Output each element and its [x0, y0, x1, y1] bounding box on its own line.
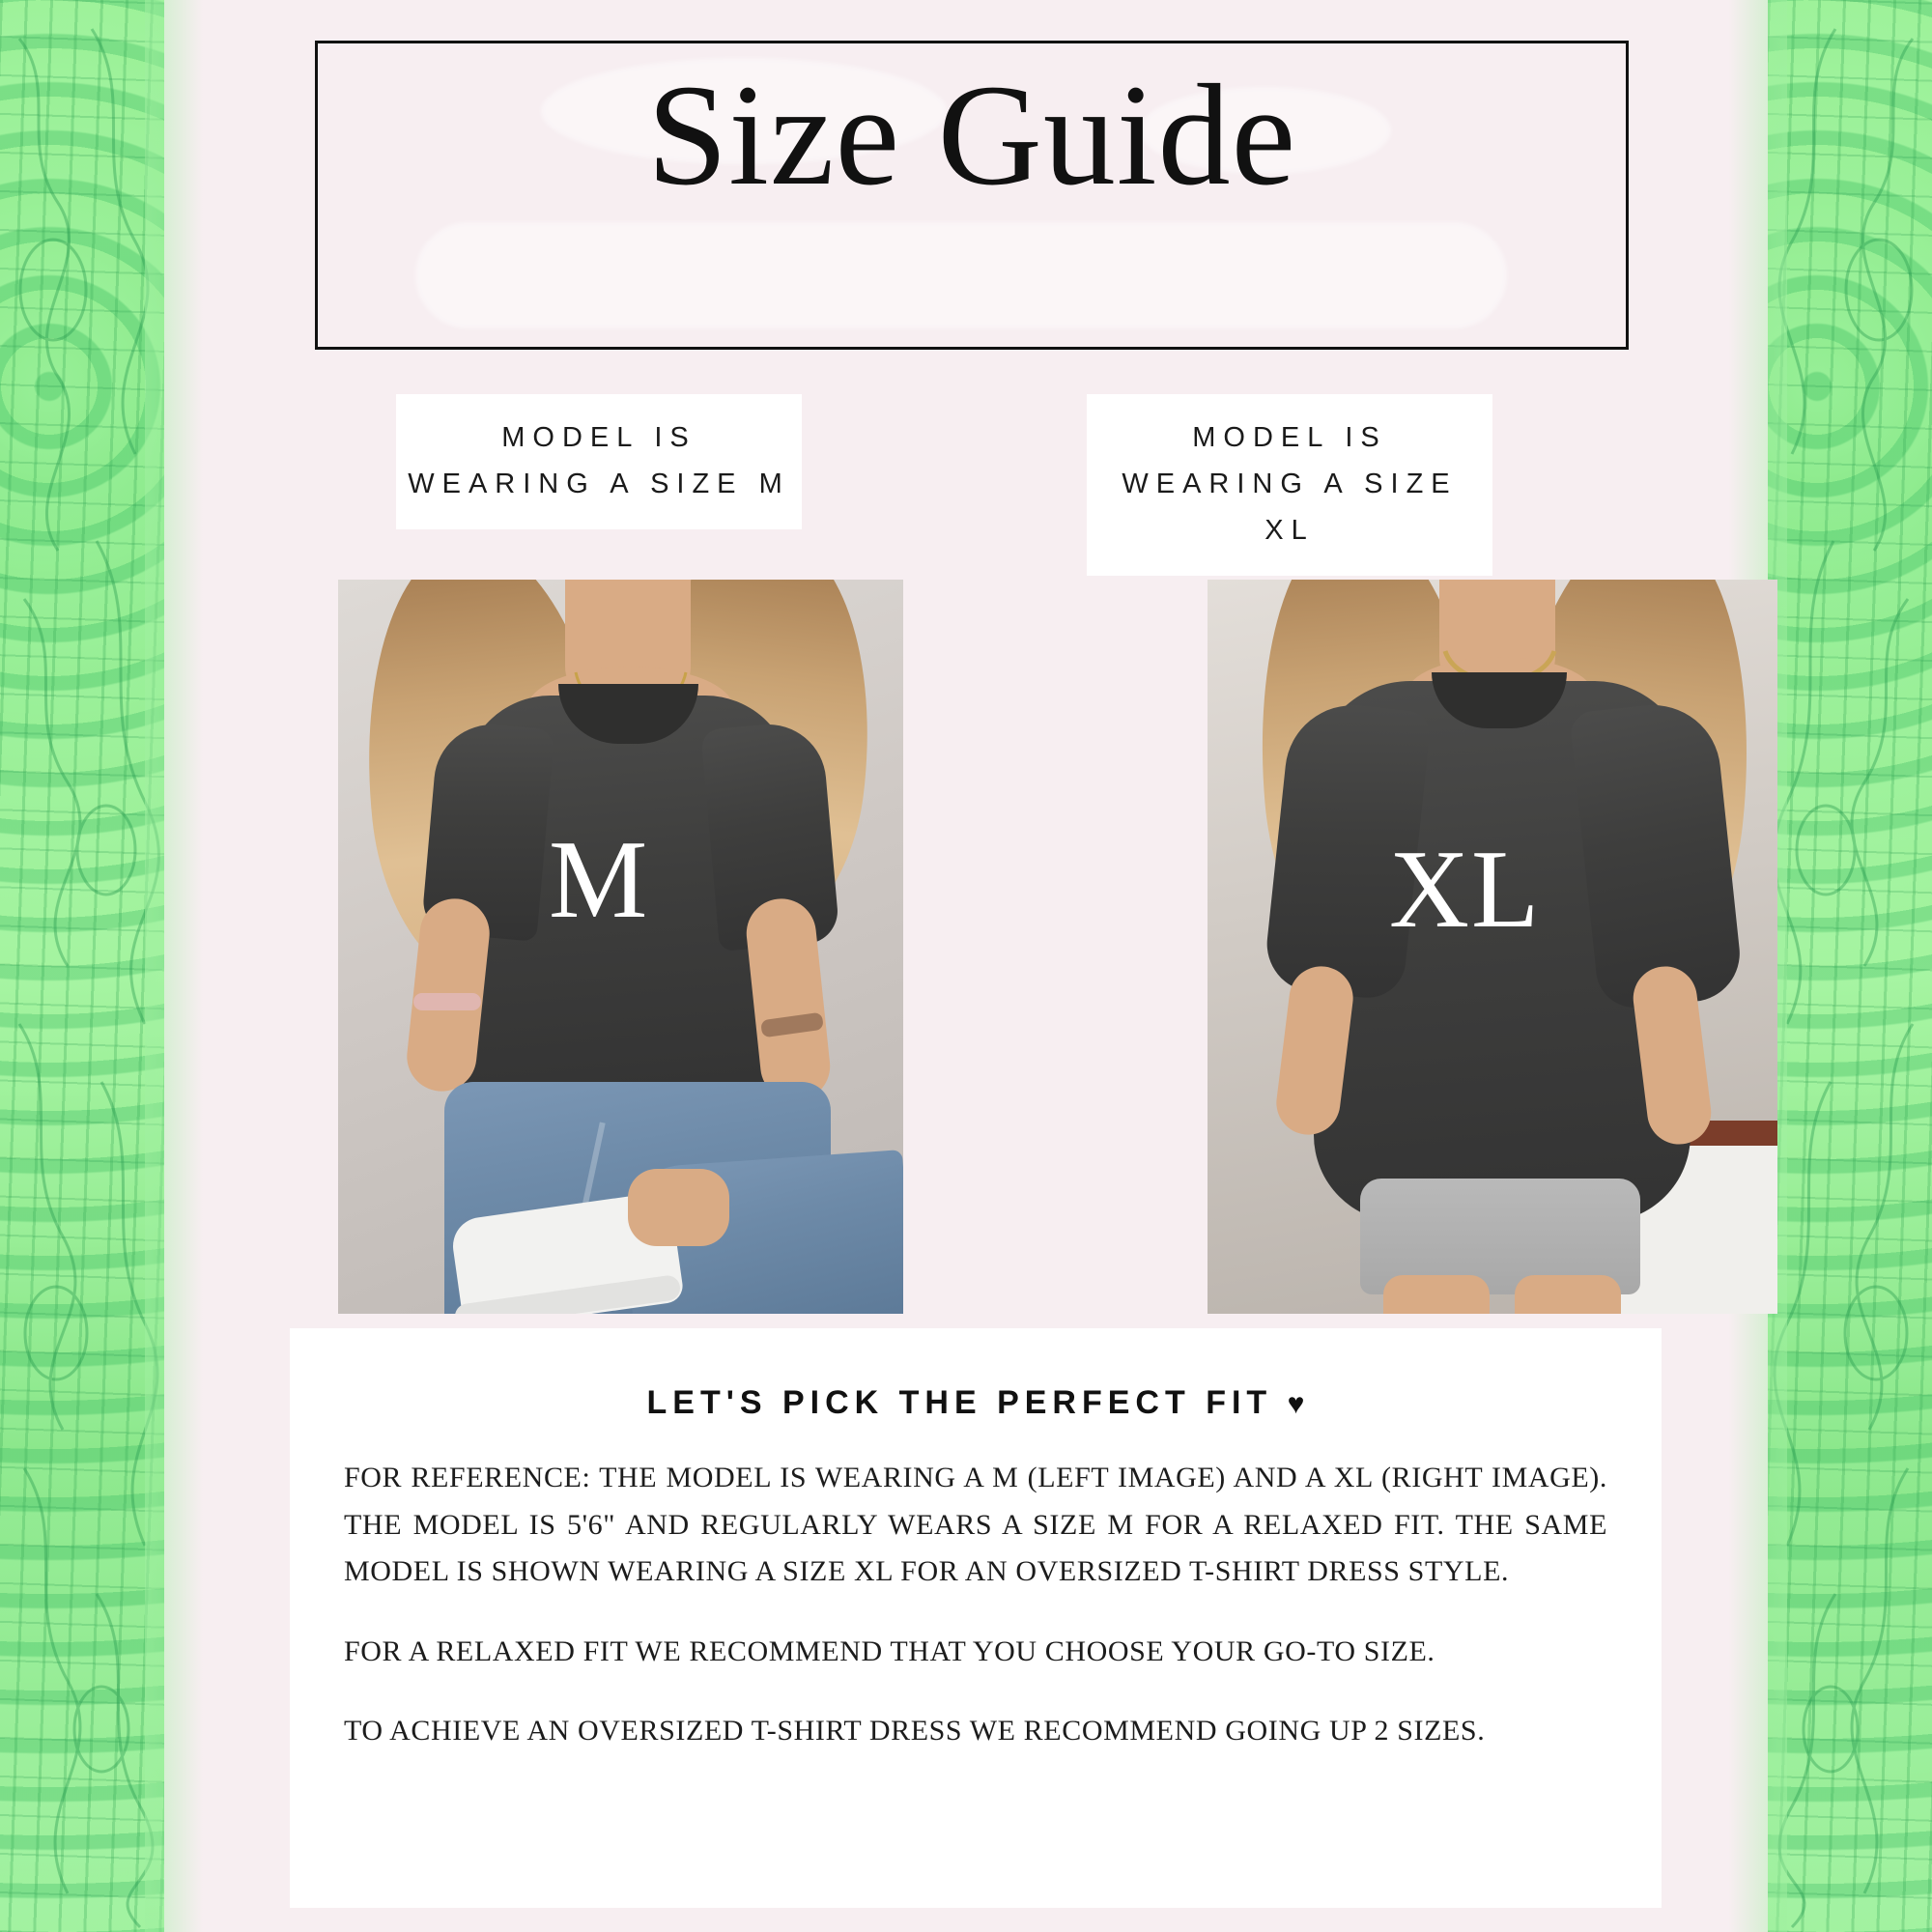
fit-info-card	[290, 1328, 1662, 1908]
model-leg	[1515, 1275, 1621, 1314]
title-box	[315, 41, 1629, 350]
model-leg	[1383, 1275, 1490, 1314]
heart-icon: ♥	[1287, 1388, 1305, 1420]
fit-info-paragraph: TO ACHIEVE AN OVERSIZED T-SHIRT DRESS WE RECOMMEND GOING UP 2 SIZES.	[344, 1715, 1486, 1747]
panel-pattern-icon	[1768, 0, 1932, 1932]
panel-pattern-icon	[0, 0, 164, 1932]
shirt-size-letter-m: M	[549, 818, 650, 941]
right-decorative-panel	[1768, 0, 1932, 1932]
left-size-label: MODEL IS WEARING A SIZE M	[408, 422, 790, 499]
shirt-size-letter-xl: XL	[1389, 828, 1542, 951]
model-photo-size-xl	[1208, 580, 1777, 1314]
right-size-label-box	[1087, 394, 1492, 576]
fit-info-paragraph: FOR REFERENCE: THE MODEL IS WEARING A M (LEFT IMAGE) AND A XL (RIGHT IMAGE). THE MODEL IS 5'6" AND REGULARLY WEARS A SIZE M FOR A RELAXED FIT. THE SAME MODEL IS SHOWN WEARING A SIZE XL FOR AN OVERSIZED T-SHIRT DRESS STYLE.	[344, 1462, 1607, 1588]
model-ankle	[628, 1169, 729, 1246]
content-area	[164, 0, 1768, 1932]
fit-info-heading	[344, 1367, 1607, 1455]
fit-info-paragraph: FOR A RELAXED FIT WE RECOMMEND THAT YOU CHOOSE YOUR GO-TO SIZE.	[344, 1634, 1435, 1667]
bracelet	[413, 993, 481, 1010]
left-size-label-box	[396, 394, 802, 529]
right-size-label: MODEL IS WEARING A SIZE XL	[1122, 422, 1458, 546]
fit-info-heading-text: LET'S PICK THE PERFECT FIT	[646, 1384, 1273, 1421]
fit-info-body	[344, 1455, 1607, 1755]
model-photo-size-m	[338, 580, 903, 1314]
page-title: Size Guide	[646, 55, 1297, 215]
left-decorative-panel	[0, 0, 164, 1932]
